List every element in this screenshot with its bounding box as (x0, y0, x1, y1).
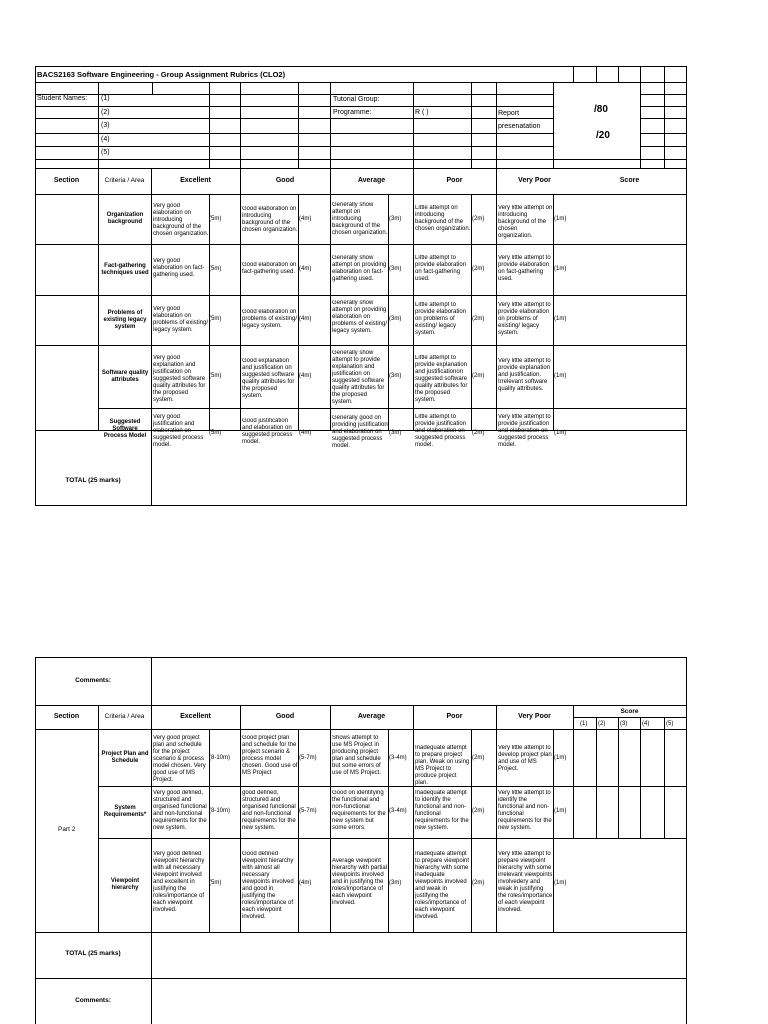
header-section: Section (53, 177, 80, 184)
header-poor: Poor (446, 177, 463, 184)
header-criteria: Criteria / Area (104, 713, 145, 720)
average-mark: (3m) (389, 373, 402, 379)
header-score: Score (619, 177, 640, 184)
criteria-fact-gathering: Fact-gathering techniques used (101, 262, 149, 276)
report-total: /80 (594, 104, 608, 115)
average-mark: (3m) (389, 216, 402, 222)
average-mark: (3m) (389, 430, 402, 436)
average-description: Generally show attempt on introducing background of the chosen organization. (332, 202, 388, 236)
excellent-mark: (8-10m) (209, 808, 231, 814)
very-poor-mark: (1m) (554, 880, 567, 886)
criteria-system-requirements: System Requirements* (103, 805, 147, 818)
poor-mark: (2m) (472, 373, 485, 379)
header-very-poor: Very Poor (518, 177, 551, 184)
student-names-label: Student Names: (37, 95, 88, 102)
report-label: Report (498, 110, 520, 117)
excellent-mark: (5m) (209, 216, 222, 222)
header-criteria: Criteria / Area (104, 177, 145, 184)
average-description: Good on identifying the functional and non-functional requirements for the new system but some errors. (332, 790, 386, 831)
average-description: Average viewpoint hierarchy with partial viewpoints involved and in justifying the roles/importance of each viewpoint involved. (332, 858, 388, 906)
average-description: Generally show attempt on providing elaboration on problems of existing/ legacy system. (332, 300, 388, 334)
excellent-description: Very good elaboration on fact-gathering used. (153, 258, 205, 278)
very-poor-description: Very little attempt to prepare viewpoint hierarchy with some irrelevant viewpoints involvedery and weak in justifying the roles/importance of each viewpoint involved. (498, 851, 553, 913)
header-average: Average (357, 713, 386, 720)
very-poor-mark: (1m) (554, 266, 567, 272)
criteria-process-model: Suggested Software Process Model (103, 418, 147, 439)
good-description: Good project plan and schedule for the project scenario & process model chosen. Good use of MS Project (242, 735, 298, 776)
good-mark: (4m) (299, 316, 312, 322)
criteria-viewpoint-hierarchy: Viewpoint hierarchy (110, 878, 140, 891)
poor-description: Inadequate attempt to identify the functional and non-functional requirements for the new system. (415, 790, 469, 831)
average-description: Shows attempt to use MS Project in producing project plan and schedule but some errors of use of MS Project. (332, 735, 382, 776)
poor-description: Little attempt to provide elaboration on fact-gathering used. (415, 255, 467, 282)
rubric-title: BACS2163 Software Engineering - Group Assignment Rubrics (CLO2) (37, 70, 286, 79)
poor-description: Little attempt to provide elaboration on problems of existing/ legacy system. (415, 302, 467, 336)
good-description: Good elaboration on fact-gathering used. (242, 262, 297, 275)
header-score: Score (620, 708, 639, 715)
criteria-problems-legacy: Problems of existing legacy system (103, 309, 147, 330)
presentation-label: presenatation (498, 123, 541, 130)
good-mark: (5-7m) (299, 808, 317, 814)
excellent-description: Very good project plan and schedule for the project scenario & process model chosen. Very good use of MS Project. (153, 735, 206, 783)
criteria-project-plan: Project Plan and Schedule (101, 750, 149, 764)
very-poor-mark: (1m) (554, 373, 567, 379)
average-description: Generally show attempt on providing elaboration on fact-gathering used. (332, 255, 387, 282)
good-description: Good defined viewpoint hierarchy with almost all necessary viewpoints involved and good in justifying the roles/importance of each viewpoint involved. (242, 851, 294, 920)
excellent-description: Very good defined viewpoint hierarchy with all necessary viewpoint involved and excellent in justifying the roles/importance of each viewpoint involved. (153, 851, 205, 913)
excellent-description: Very good explanation and justification on suggested software quality attributes for the proposed system. (153, 355, 206, 403)
good-mark: (4m) (299, 266, 312, 272)
very-poor-mark: (1m) (554, 808, 567, 814)
total-label: TOTAL (25 marks) (65, 950, 121, 957)
very-poor-mark: (1m) (554, 216, 567, 222)
score-slot-3: (3) (620, 721, 628, 727)
average-description: Generally show attempt to provide explanation and justification on suggested software quality attributes for the proposed system. (332, 350, 385, 405)
average-mark: (3m) (389, 266, 402, 272)
average-mark: (3-4m) (389, 755, 407, 761)
very-poor-description: Very little attempt to provide explanation and justification. Irrelevant software quality attributes. (498, 358, 551, 392)
poor-mark: (2m) (472, 216, 485, 222)
poor-description: Little attempt on introducing background of the chosen organization. (415, 205, 471, 232)
student-slot-1: (1) (101, 95, 110, 102)
very-poor-description: Very little attempt to develop project plan and use of MS Project. (498, 745, 552, 772)
header-average: Average (357, 177, 386, 184)
good-mark: (4m) (299, 430, 312, 436)
very-poor-description: Very little attempt to provide elaboration on fact-gathering used. (498, 255, 551, 282)
very-poor-description: Very little attempt to provide justification and elaboration on suggested process model. (498, 414, 551, 448)
poor-mark: (2m) (472, 430, 485, 436)
tutorial-group-label: Tutorial Group: (333, 96, 380, 103)
poor-mark: (2m) (472, 755, 485, 761)
student-slot-3: (3) (101, 122, 110, 129)
very-poor-description: Very little attempt to identify the functional and non-functional requirements for the new system. (498, 790, 552, 831)
good-mark: (5-7m) (299, 755, 317, 761)
programme-label: Programme: (333, 109, 372, 116)
very-poor-mark: (1m) (554, 316, 567, 322)
score-slot-2: (2) (598, 721, 606, 727)
poor-description: Inadequate attempt to prepare project plan. Weak on using MS Project to produce project plan. (415, 745, 470, 786)
total-label: TOTAL (25 marks) (65, 477, 121, 484)
excellent-description: Very good elaboration on introducing background of the chosen organization. (153, 203, 209, 237)
poor-description: Little attempt to provide explanation and justificationon suggested software quality attributes for the proposed system. (415, 355, 468, 403)
excellent-description: Very good elaboration on problems of existing/ legacy system. (153, 306, 209, 333)
section-part-2: Part 2 (58, 826, 76, 833)
student-slot-2: (2) (101, 109, 110, 116)
poor-description: Inadequate attempt to prepare viewpoint hierarchy with some inadequate viewpoints involved and weak in justifying the roles/importance of each viewpoint involved. (415, 851, 470, 920)
score-slot-4: (4) (642, 721, 650, 727)
poor-mark: (2m) (472, 880, 485, 886)
excellent-mark: (5m) (209, 316, 222, 322)
header-excellent: Excellent (180, 713, 211, 720)
average-mark: (3-4m) (389, 808, 407, 814)
header-poor: Poor (446, 713, 463, 720)
good-description: good defined, structured and organised functional and non-functional requirements for the new system. (242, 790, 296, 831)
criteria-organization-background: Organization background (106, 212, 144, 225)
poor-mark: (2m) (472, 266, 485, 272)
presentation-total: /20 (596, 130, 610, 141)
score-slot-1: (1) (580, 721, 588, 727)
header-good: Good (275, 713, 295, 720)
excellent-mark: (5m) (209, 373, 222, 379)
student-slot-5: (5) (101, 149, 110, 156)
excellent-description: Very good defined, structured and organised functional and non-functional requirements for the new system. (153, 790, 207, 831)
poor-description: Little attempt to provide justification and elaboration on suggested process model. (415, 414, 467, 448)
student-slot-4: (4) (101, 136, 110, 143)
header-excellent: Excellent (180, 177, 211, 184)
good-mark: (4m) (299, 880, 312, 886)
very-poor-mark: (1m) (554, 755, 567, 761)
header-section: Section (53, 713, 80, 720)
comments-label: Comments: (75, 677, 111, 684)
poor-mark: (2m) (472, 316, 485, 322)
good-mark: (4m) (299, 373, 312, 379)
very-poor-mark: (1m) (554, 430, 567, 436)
excellent-description: Very good justification and elaboration on suggested process model. (153, 414, 204, 448)
header-very-poor: Very Poor (518, 713, 551, 720)
excellent-mark: (5m) (209, 266, 222, 272)
score-slot-5: (5) (666, 721, 674, 727)
excellent-mark: (8-10m) (209, 755, 231, 761)
poor-mark: (2m) (472, 808, 485, 814)
good-description: Good justification and elaboration on suggested process model. (242, 418, 293, 445)
very-poor-description: Very little attempt on introducing background of the chosen organization. (498, 205, 553, 239)
criteria-software-quality: Software quality attributes (101, 369, 149, 383)
average-mark: (3m) (389, 316, 402, 322)
good-description: Good elaboration on problems of existing/ legacy system. (242, 309, 298, 329)
excellent-mark: (5m) (209, 430, 222, 436)
average-mark: (3m) (389, 880, 402, 886)
very-poor-description: Very little attempt to provide elaboration on problems of existing/ legacy system. (498, 302, 551, 336)
header-good: Good (275, 177, 295, 184)
programme-value: R ( ) (415, 109, 429, 116)
good-description: Good elaboration on introducing background of the chosen organization. (242, 206, 298, 233)
good-description: Good explanation and justification on suggested software quality attributes for the proposed system. (242, 358, 295, 399)
excellent-mark: (5m) (209, 880, 222, 886)
good-mark: (4m) (299, 216, 312, 222)
average-description: Generally good on providing justification and elaboration on suggested process model. (332, 415, 388, 449)
comments-bottom-label: Comments: (75, 997, 111, 1004)
